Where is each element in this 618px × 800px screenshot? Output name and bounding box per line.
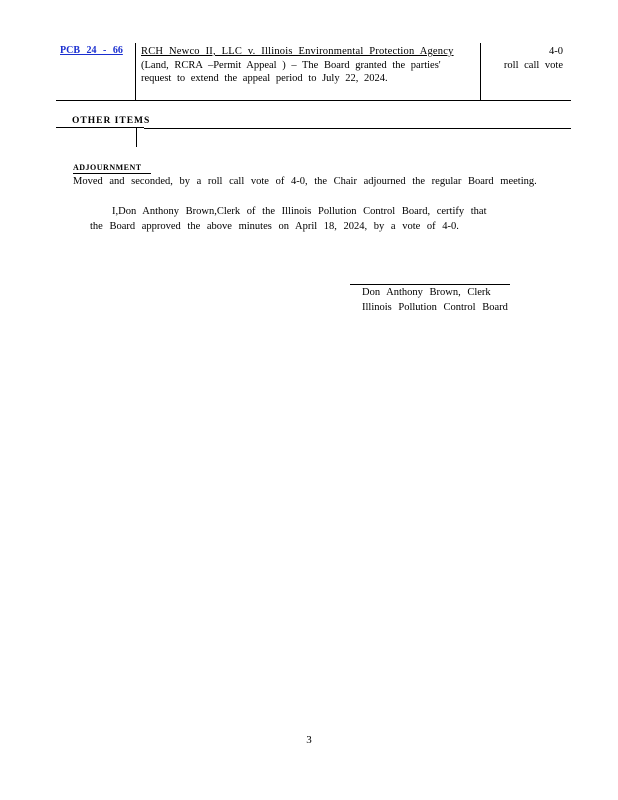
adjournment-text: Moved and seconded, by a roll call vote of 4-0, the Chair adjourned the regular Board meeting. [73,176,537,187]
signature-line [350,284,510,285]
certification-paragraph [90,204,510,234]
signer-organization: Illinois Pollution Control Board [362,301,508,313]
adjournment-heading: ADJOURNMENT [73,163,142,172]
adjournment-underline [73,173,151,174]
column-divider [135,43,136,100]
heading-underline [56,127,144,128]
other-items-header [56,116,571,128]
vote-type: roll call vote [503,59,563,71]
section-rule [144,128,571,129]
certification-line-1: I,Don Anthony Brown,Clerk of the Illinois Pollution Control Board, certify that [112,206,487,217]
case-table-row [56,43,571,101]
case-number-link[interactable]: PCB 24 - 66 [60,45,123,56]
column-divider-short [136,128,137,147]
case-description [141,45,471,86]
certification-line-2: the Board approved the above minutes on April 18, 2024, by a vote of 4-0. [90,221,459,232]
vote-count: 4-0 [549,46,563,57]
case-body-line-1: (Land, RCRA –Permit Appeal ) – The Board granted the parties' [141,59,441,71]
page-number: 3 [306,734,312,746]
vote-column-divider [480,43,481,100]
vote-cell [504,45,563,72]
case-title: RCH Newco II, LLC v. Illinois Environmental Protection Agency [141,46,454,57]
signature-block [362,286,508,315]
case-body-line-2: request to extend the appeal period to July 22, 2024. [141,73,388,84]
signer-name: Don Anthony Brown, Clerk [362,287,491,298]
section-heading: OTHER ITEMS [72,116,151,126]
